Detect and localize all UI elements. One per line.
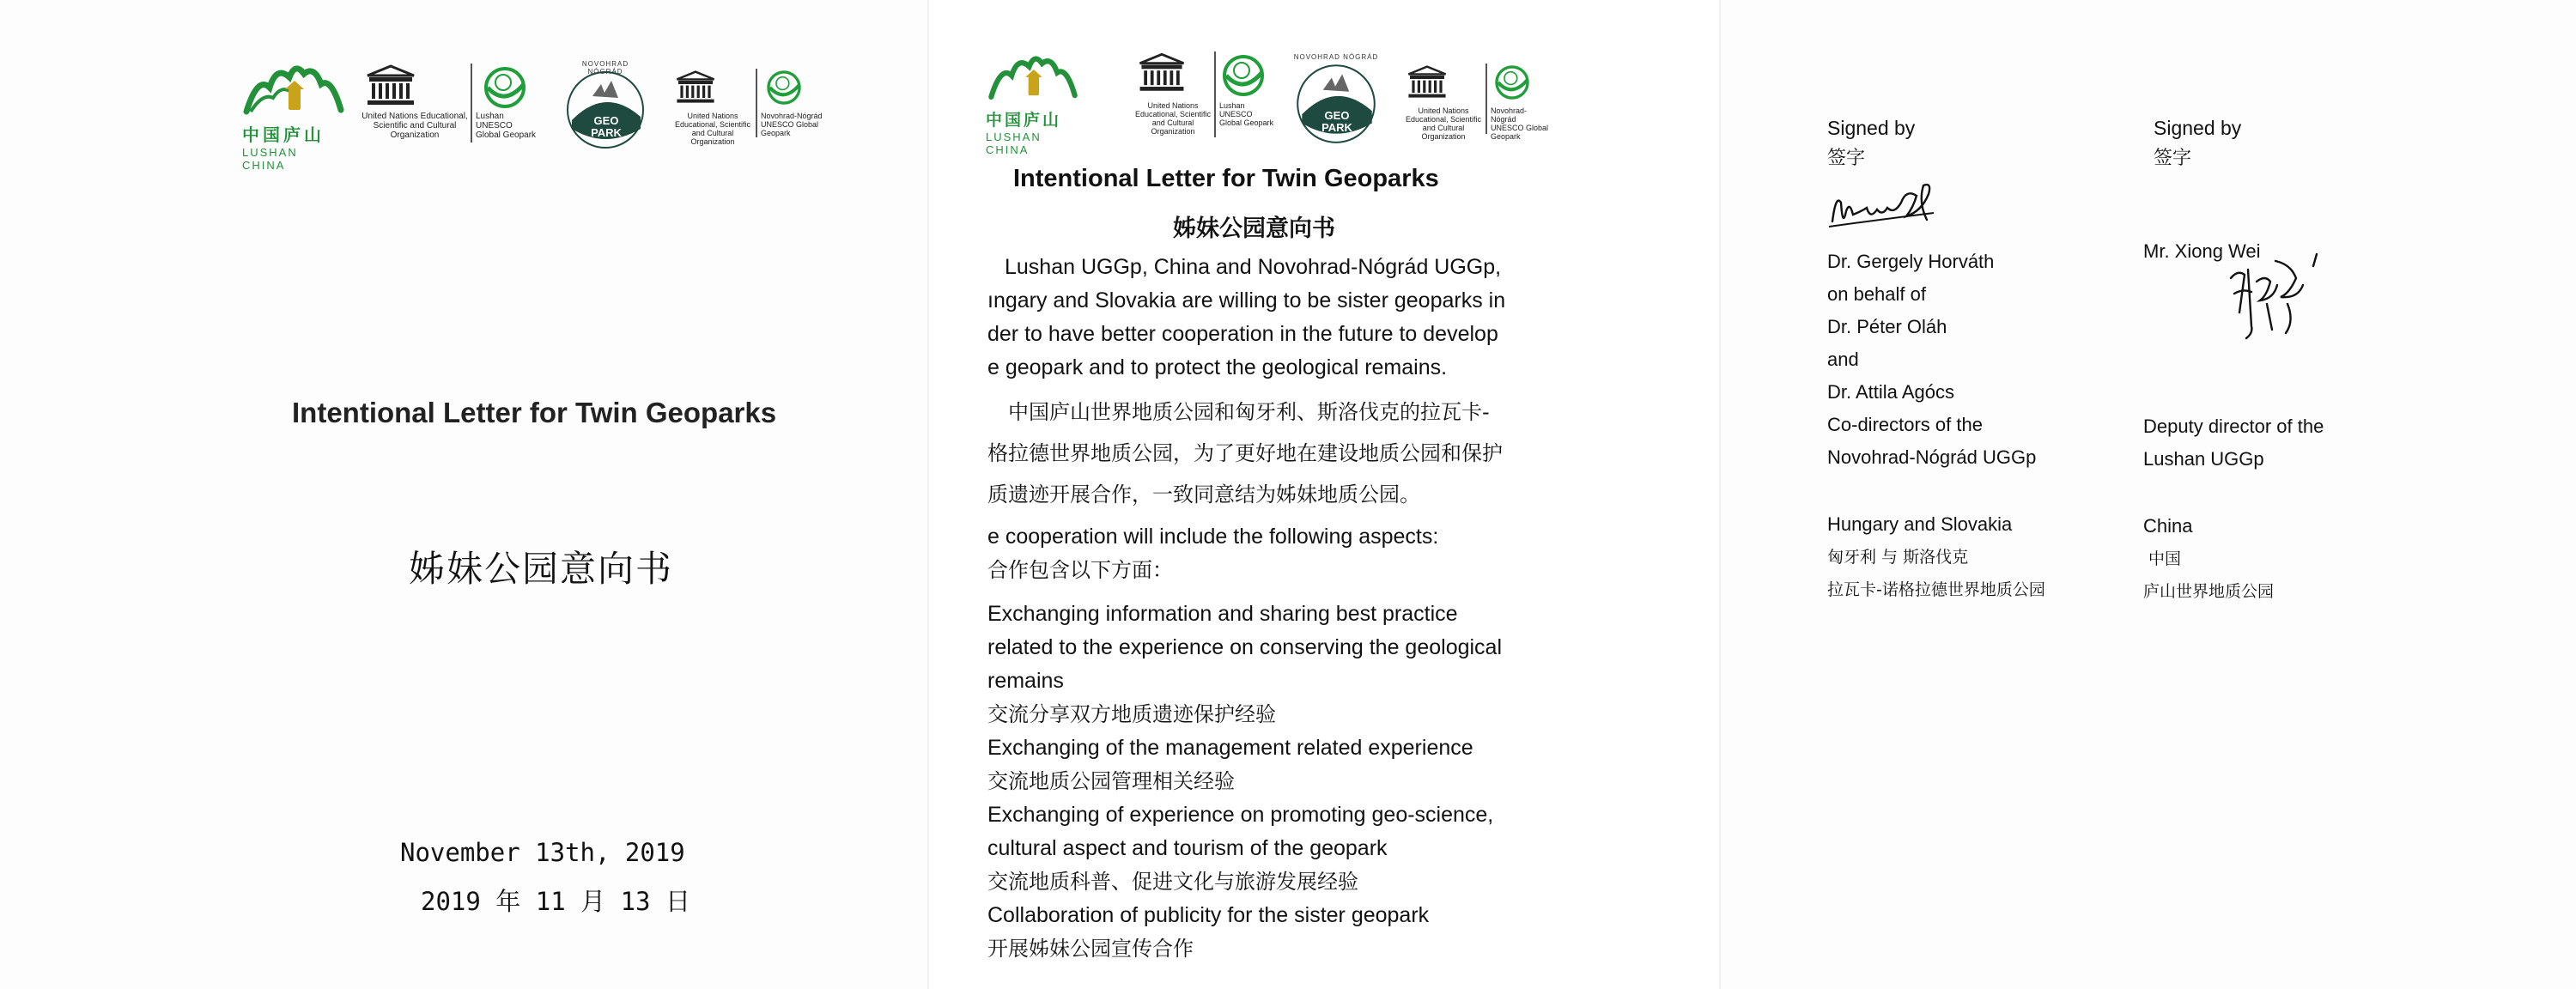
geopark-badge-text: GEO PARK bbox=[1321, 109, 1352, 134]
signature-block-left bbox=[1827, 112, 2111, 606]
cover-date-en: November 13th, 2019 bbox=[400, 838, 685, 867]
signed-by-en: Signed by bbox=[2154, 117, 2242, 139]
item2-en: Exchanging of the management related experience bbox=[987, 736, 1473, 760]
signer-line: Novohrad-Nógrád UGGp bbox=[1827, 446, 2037, 468]
item1-cn: 交流分享双方地质遗迹保护经验 bbox=[987, 702, 1276, 726]
item3-line: cultural aspect and tourism of the geopark bbox=[987, 836, 1388, 860]
para1-line: der to have better cooperation in the future to develop bbox=[987, 322, 1498, 346]
cover-title-en: Intentional Letter for Twin Geoparks bbox=[292, 397, 777, 428]
unesco-geopark-novohrad-text: Novohrad-Nógrád UNESCO Global Geopark bbox=[761, 112, 823, 137]
park-cn: 庐山世界地质公园 bbox=[2143, 582, 2275, 601]
geopark-badge-text: GEO PARK bbox=[591, 114, 622, 139]
unesco-geopark-lushan-text: Lushan UNESCO Global Geopark bbox=[1219, 101, 1274, 127]
letter-unesco-logo-lushan bbox=[1133, 52, 1279, 146]
unesco-logo-novohrad bbox=[671, 69, 826, 146]
signed-by-en: Signed by bbox=[1827, 117, 1916, 139]
signature-block-right bbox=[2143, 112, 2427, 608]
letter-title-cn: 姊妹公园意向书 bbox=[1173, 215, 1335, 242]
signer-line: Dr. Attila Agócs bbox=[1827, 381, 1954, 403]
novohrad-arc-text: NOVOHRAD NÓGRÁD bbox=[581, 60, 629, 76]
signer-line: Dr. Péter Oláh bbox=[1827, 316, 1947, 337]
unesco-name-text: United Nations Educational, Scientific and Cultural Organization bbox=[1134, 101, 1212, 136]
lushan-logo bbox=[242, 58, 345, 172]
lushan-logo-en: LUSHAN CHINA bbox=[242, 146, 298, 172]
letter-body bbox=[987, 251, 1571, 966]
item3-cn: 交流地质科普、促进文化与旅游发展经验 bbox=[987, 870, 1358, 894]
country-en: China bbox=[2143, 515, 2193, 537]
item4-en: Collaboration of publicity for the sister geopark bbox=[987, 903, 1430, 927]
signer-line: and bbox=[1827, 349, 1859, 370]
lushan-logo-en: LUSHAN CHINA bbox=[986, 130, 1042, 156]
unesco-geopark-lushan-text: Lushan UNESCO Global Geopark bbox=[476, 112, 537, 140]
country-en: Hungary and Slovakia bbox=[1827, 513, 2013, 535]
signed-by-cn: 签字 bbox=[2154, 148, 2192, 169]
novohrad-geopark-logo bbox=[558, 60, 653, 155]
country-cn: 匈牙利 与 斯洛伐克 bbox=[1827, 548, 1969, 567]
para1-line: Lushan UGGp, China and Novohrad-Nógrád UGGp, bbox=[1005, 255, 1502, 279]
unesco-name-text: United Nations Educational, Scientific and Cultural Organization bbox=[674, 112, 751, 146]
para1-line: e geopark and to protect the geological remains. bbox=[987, 355, 1448, 379]
country-cn: 中国 bbox=[2148, 549, 2182, 568]
unesco-logo-lushan bbox=[361, 64, 541, 149]
para1-cn-line: 中国庐山世界地质公园和匈牙利、斯洛伐克的拉瓦卡- bbox=[1008, 400, 1490, 424]
signer-line: on behalf of bbox=[1827, 283, 1926, 305]
signer-line: Co-directors of the bbox=[1827, 414, 1983, 435]
park-cn: 拉瓦卡-诺格拉德世界地质公园 bbox=[1827, 580, 2045, 599]
unesco-name-text: United Nations Educational, Scientific and Cultural Organization bbox=[361, 112, 468, 140]
novohrad-arc-text: NOVOHRAD NÓGRÁD bbox=[1293, 53, 1379, 61]
signer-title-line: Deputy director of the bbox=[2143, 416, 2324, 437]
para1-line: ıngary and Slovakia are willing to be sister geoparks in bbox=[987, 288, 1506, 312]
handwritten-signature-right bbox=[2214, 244, 2334, 347]
item2-cn: 交流地质公园管理相关经验 bbox=[987, 769, 1235, 793]
letter-lushan-logo bbox=[986, 50, 1080, 156]
signer-line: Dr. Gergely Horváth bbox=[1827, 251, 1995, 272]
item1-line: related to the experience on conserving the geological bbox=[987, 635, 1503, 659]
aspects-intro-en: e cooperation will include the following aspects: bbox=[987, 525, 1439, 549]
cover-title-cn: 姊妹公园意向书 bbox=[409, 548, 674, 590]
unesco-name-text: United Nations Educational, Scientific and Cultural Organization bbox=[1405, 106, 1482, 141]
para1-cn-line: 质遗迹开展合作，一致同意结为姊妹地质公园。 bbox=[987, 482, 1420, 507]
cover-date-cn: 2019 年 11 月 13 日 bbox=[421, 887, 690, 916]
lushan-logo-cn: 中国庐山 bbox=[986, 111, 1062, 130]
aspects-intro-cn: 合作包含以下方面： bbox=[987, 558, 1173, 582]
handwritten-signature-left bbox=[1827, 177, 1956, 246]
lushan-logo-cn: 中国庐山 bbox=[242, 124, 325, 145]
item4-cn: 开展姊妹公园宣传合作 bbox=[987, 937, 1194, 961]
signer-title-line: Lushan UGGp bbox=[2143, 448, 2264, 470]
letter-novohrad-geopark-logo bbox=[1288, 53, 1384, 149]
item1-line: remains bbox=[987, 669, 1064, 693]
unesco-geopark-novohrad-text: Novohrad-Nógrád UNESCO Global Geopark bbox=[1491, 106, 1549, 141]
item3-line: Exchanging of experience on promoting geo-science, bbox=[987, 803, 1494, 827]
item1-line: Exchanging information and sharing best practice bbox=[987, 602, 1458, 626]
para1-cn-line: 格拉德世界地质公园，为了更好地在建设地质公园和保护 bbox=[987, 441, 1503, 465]
letter-unesco-logo-novohrad bbox=[1403, 64, 1549, 143]
signed-by-cn: 签字 bbox=[1827, 148, 1866, 169]
signer-name: Mr. Xiong Wei bbox=[2143, 240, 2261, 262]
letter-title-en: Intentional Letter for Twin Geoparks bbox=[1013, 165, 1439, 192]
